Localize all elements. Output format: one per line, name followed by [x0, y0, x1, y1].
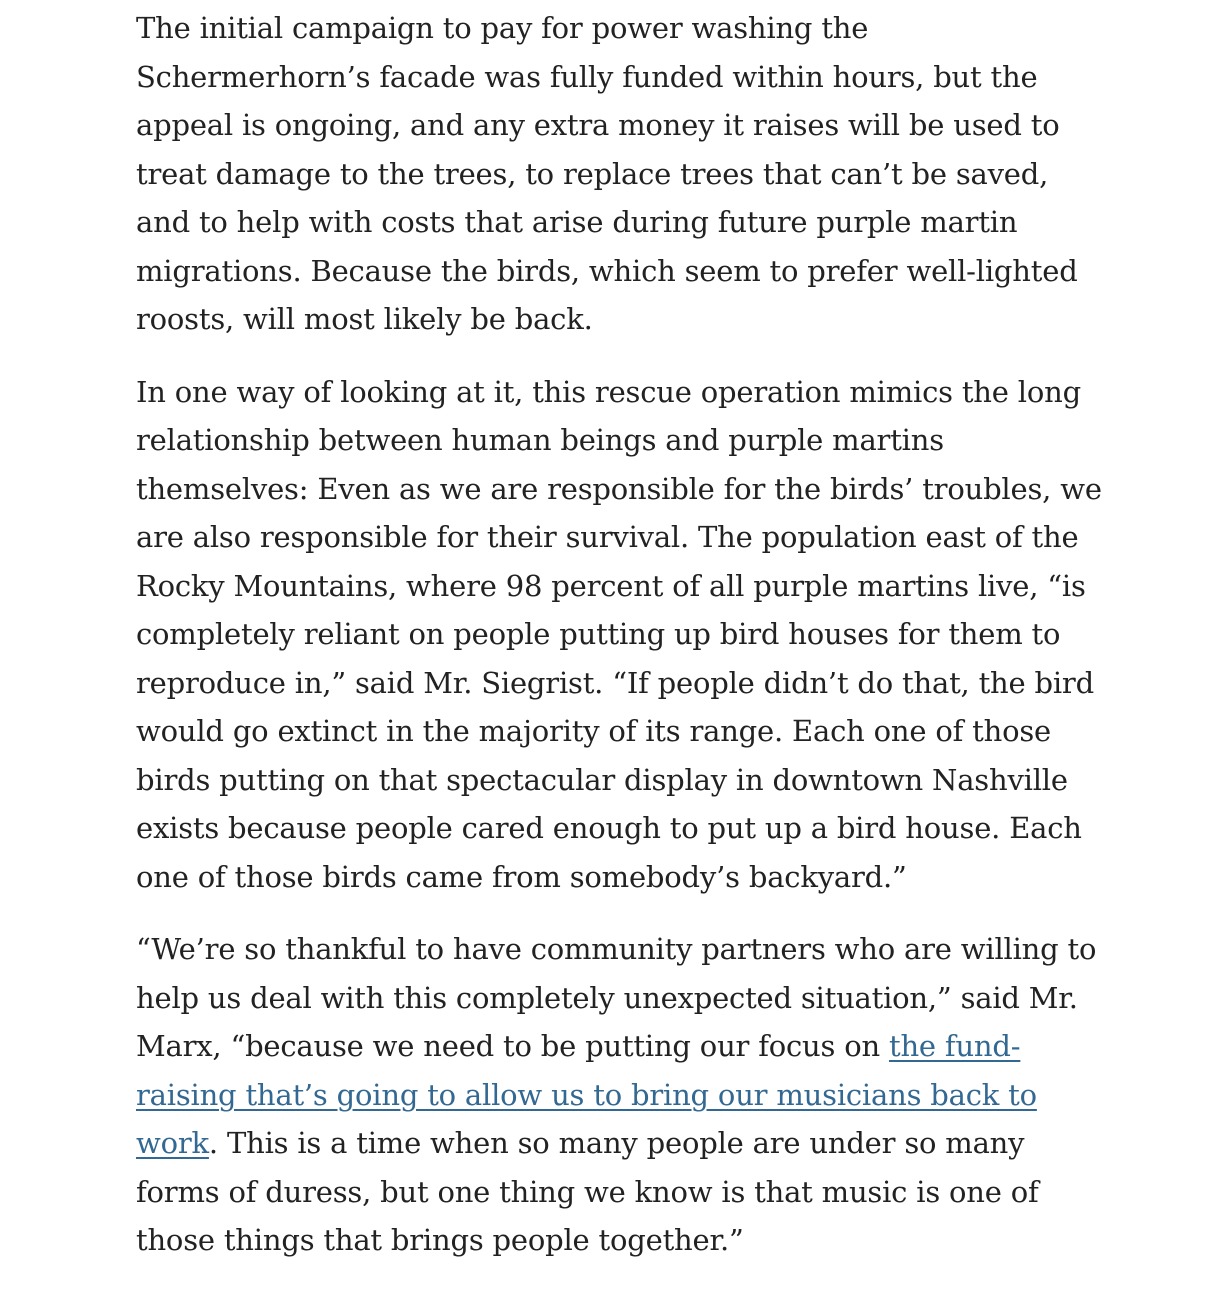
- paragraph-marx-quote: [136, 925, 1111, 1265]
- quote-text-before-link: “We’re so thankful to have community partners who are willing to help us deal with this completely unexpected situation,” said Mr. Marx, “because we need to be putting our focus on: [136, 932, 1097, 1063]
- paragraph-rescue-relationship: In one way of looking at it, this rescue operation mimics the long relationship between human beings and purple martins themselves: Even as we are responsible for the birds’ troubles, we are also responsible for their survival. The population east of the Rocky Mountains, where 98 percent of all purple martins live, “is completely reliant on people putting up bird houses for them to reproduce in,” said Mr. Siegrist. “If people didn’t do that, the bird would go extinct in the majority of its range. Each one of those birds putting on that spectacular display in downtown Nashville exists because people cared enough to put up a bird house. Each one of those birds came from somebody’s backyard.”: [136, 374, 1102, 894]
- paragraph-cleanup-funding: The initial campaign to pay for power washing the Schermerhorn’s facade was fully funded within hours, but the appeal is ongoing, and any extra money it raises will be used to treat damage to the trees, to replace trees that can’t be saved, and to help with costs that arise during future purple martin migrations. Because the birds, which seem to prefer well-lighted roosts, will most likely be back.: [136, 11, 1078, 336]
- article-body: [136, 4, 1111, 1289]
- quote-text-after-link: . This is a time when so many people are under so many forms of duress, but one thing we know is that music is one of those things that brings people together.”: [136, 1126, 1039, 1257]
- fund-raising-link[interactable]: the fund-raising that’s going to allow us to bring our musicians back to work: [136, 1029, 1037, 1160]
